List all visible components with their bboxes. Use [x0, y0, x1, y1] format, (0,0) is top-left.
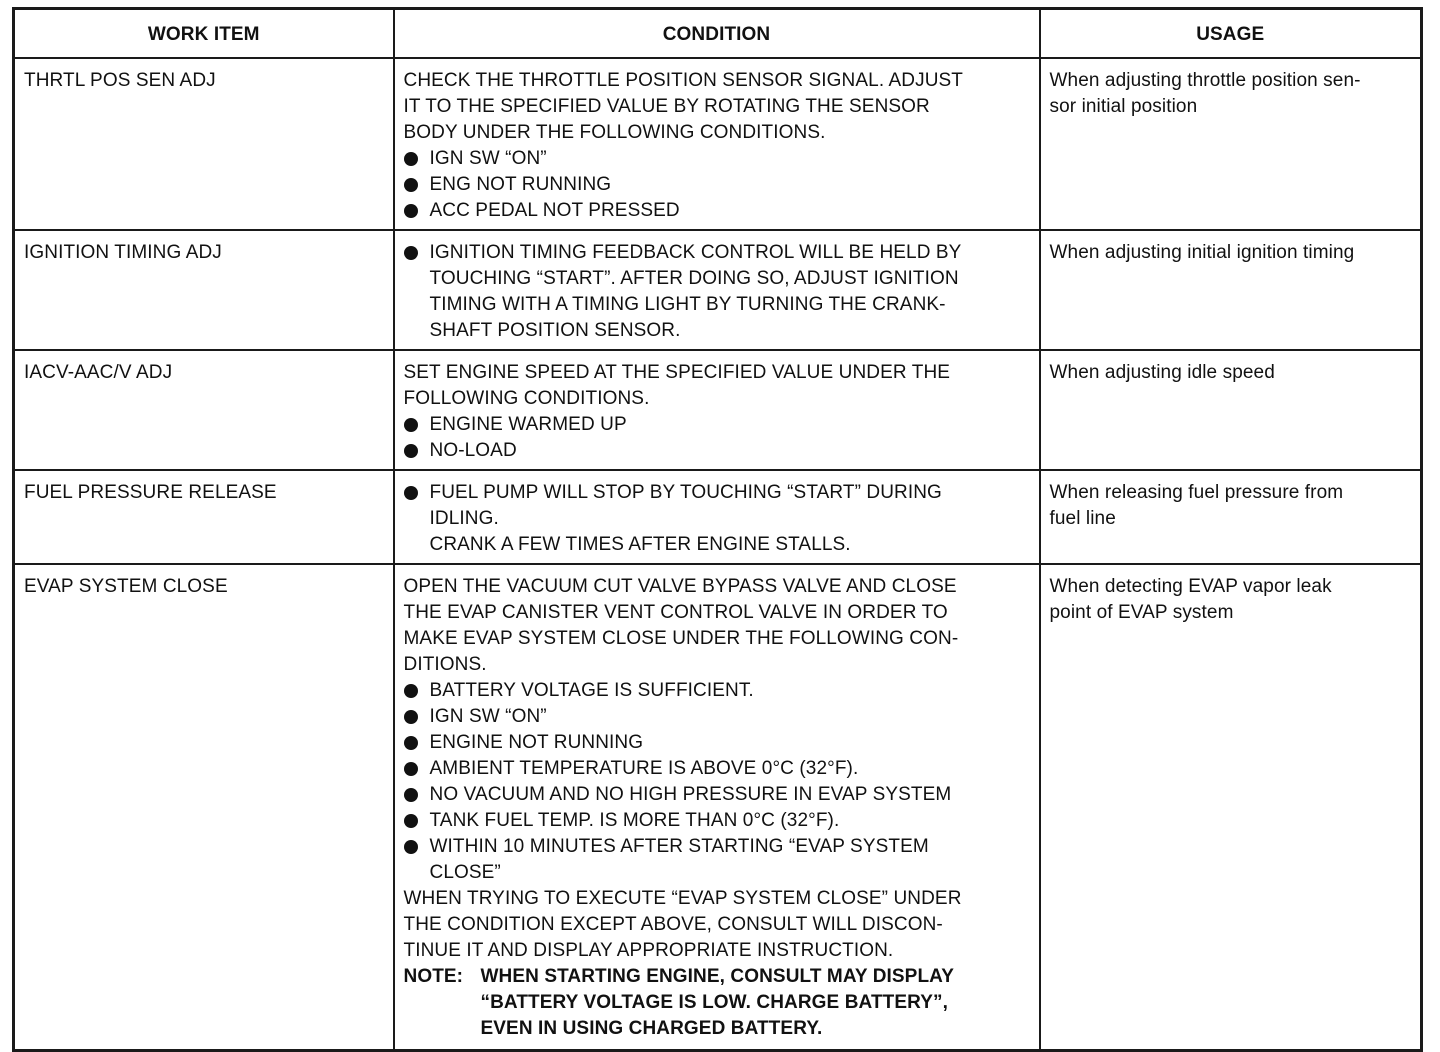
bullet-icon [404, 762, 418, 776]
usage-cell [1040, 350, 1422, 470]
note-text-line: “BATTERY VOLTAGE IS LOW. CHARGE BATTERY”, [480, 992, 948, 1013]
bullet-text-line: CRANK A FEW TIMES AFTER ENGINE STALLS. [429, 534, 851, 555]
condition-bullet-item [404, 808, 1031, 834]
bullet-icon [404, 840, 418, 854]
bullet-text-line: TANK FUEL TEMP. IS MORE THAN 0°C (32°F). [429, 810, 840, 831]
work-item-cell [14, 470, 394, 564]
condition-bullet-item [404, 146, 1031, 172]
bullet-icon [404, 710, 418, 724]
condition-cell [394, 58, 1040, 230]
usage-text-line: point of EVAP system [1049, 602, 1234, 623]
bullet-text-line: IGN SW “ON” [429, 148, 547, 169]
usage-cell [1040, 58, 1422, 230]
condition-text-line: MAKE EVAP SYSTEM CLOSE UNDER THE FOLLOWING CON- [403, 628, 959, 649]
usage-cell [1040, 564, 1422, 1050]
bullet-icon [404, 152, 418, 166]
condition-bullet-item [404, 240, 1031, 344]
usage-text-line: When adjusting idle speed [1049, 362, 1275, 383]
work-item-label: FUEL PRESSURE RELEASE [24, 482, 277, 503]
condition-bullet-item [404, 782, 1031, 808]
condition-text-line: FOLLOWING CONDITIONS. [403, 388, 650, 409]
bullet-text-line: ENGINE NOT RUNNING [429, 732, 644, 753]
usage-text-line: When releasing fuel pressure from [1049, 482, 1344, 503]
bullet-text-line: SHAFT POSITION SENSOR. [429, 320, 681, 341]
bullet-text-line: AMBIENT TEMPERATURE IS ABOVE 0°C (32°F). [429, 758, 859, 779]
table-row [14, 350, 1422, 470]
note-text-line: EVEN IN USING CHARGED BATTERY. [480, 1018, 823, 1039]
work-item-label: IGNITION TIMING ADJ [24, 242, 222, 263]
work-item-label: EVAP SYSTEM CLOSE [24, 576, 228, 597]
bullet-icon [404, 246, 418, 260]
bullet-icon [404, 444, 418, 458]
work-item-cell [14, 350, 394, 470]
condition-bullet-item [404, 412, 1031, 438]
bullet-icon [404, 178, 418, 192]
condition-text-line: DITIONS. [403, 654, 487, 675]
condition-text-line: WHEN TRYING TO EXECUTE “EVAP SYSTEM CLOSE” UNDER [403, 888, 962, 909]
bullet-icon [404, 736, 418, 750]
condition-cell [394, 470, 1040, 564]
condition-bullet-item [404, 172, 1031, 198]
note-block [404, 964, 1031, 1042]
condition-bullet-item [404, 678, 1031, 704]
bullet-text-line: NO-LOAD [429, 440, 517, 461]
bullet-icon [404, 684, 418, 698]
table-row [14, 230, 1422, 350]
condition-bullet-item [404, 834, 1031, 886]
condition-text-line: TINUE IT AND DISPLAY APPROPRIATE INSTRUCTION. [403, 940, 894, 961]
condition-bullet-item [404, 480, 1031, 558]
condition-bullet-item [404, 198, 1031, 224]
bullet-icon [404, 788, 418, 802]
bullet-text-line: IGNITION TIMING FEEDBACK CONTROL WILL BE HELD BY [429, 242, 962, 263]
condition-text-line: CHECK THE THROTTLE POSITION SENSOR SIGNAL. ADJUST [403, 70, 964, 91]
table-header-row [14, 9, 1422, 59]
bullet-text-line: BATTERY VOLTAGE IS SUFFICIENT. [429, 680, 754, 701]
condition-text-line: OPEN THE VACUUM CUT VALVE BYPASS VALVE AND CLOSE [403, 576, 957, 597]
usage-text-line: When detecting EVAP vapor leak [1049, 576, 1332, 597]
table-row [14, 564, 1422, 1050]
work-item-cell [14, 564, 394, 1050]
bullet-text-line: ACC PEDAL NOT PRESSED [429, 200, 680, 221]
bullet-icon [404, 486, 418, 500]
work-item-cell [14, 230, 394, 350]
condition-text-line: THE CONDITION EXCEPT ABOVE, CONSULT WILL DISCON- [403, 914, 943, 935]
table-row [14, 470, 1422, 564]
work-item-cell [14, 58, 394, 230]
condition-text-line: BODY UNDER THE FOLLOWING CONDITIONS. [403, 122, 826, 143]
usage-text-line: sor initial position [1049, 96, 1198, 117]
condition-bullet-item [404, 730, 1031, 756]
condition-cell [394, 564, 1040, 1050]
bullet-text-line: WITHIN 10 MINUTES AFTER STARTING “EVAP SYSTEM [429, 836, 929, 857]
bullet-text-line: NO VACUUM AND NO HIGH PRESSURE IN EVAP SYSTEM [429, 784, 952, 805]
bullet-text-line: ENGINE WARMED UP [429, 414, 627, 435]
usage-text-line: fuel line [1049, 508, 1116, 529]
bullet-text-line: CLOSE” [429, 862, 501, 883]
work-item-table [12, 7, 1423, 1052]
bullet-text-line: IDLING. [429, 508, 499, 529]
header-work-item: WORK ITEM [14, 9, 394, 59]
bullet-icon [404, 814, 418, 828]
note-text-line: WHEN STARTING ENGINE, CONSULT MAY DISPLAY [480, 966, 955, 987]
bullet-text-line: TIMING WITH A TIMING LIGHT BY TURNING THE CRANK- [429, 294, 946, 315]
condition-bullet-item [404, 704, 1031, 730]
header-condition: CONDITION [394, 9, 1040, 59]
header-usage: USAGE [1040, 9, 1422, 59]
usage-cell [1040, 230, 1422, 350]
bullet-icon [404, 204, 418, 218]
bullet-text-line: IGN SW “ON” [429, 706, 547, 727]
usage-text-line: When adjusting throttle position sen- [1049, 70, 1361, 91]
note-label: NOTE: [403, 966, 464, 987]
condition-bullet-item [404, 438, 1031, 464]
usage-cell [1040, 470, 1422, 564]
bullet-icon [404, 418, 418, 432]
table-body [14, 58, 1422, 1050]
condition-text-line: SET ENGINE SPEED AT THE SPECIFIED VALUE UNDER THE [403, 362, 951, 383]
usage-text-line: When adjusting initial ignition timing [1049, 242, 1355, 263]
condition-cell [394, 230, 1040, 350]
condition-text-line: IT TO THE SPECIFIED VALUE BY ROTATING THE SENSOR [403, 96, 930, 117]
bullet-text-line: FUEL PUMP WILL STOP BY TOUCHING “START” DURING [429, 482, 942, 503]
condition-bullet-item [404, 756, 1031, 782]
condition-cell [394, 350, 1040, 470]
table-row [14, 58, 1422, 230]
bullet-text-line: TOUCHING “START”. AFTER DOING SO, ADJUST IGNITION [429, 268, 959, 289]
bullet-text-line: ENG NOT RUNNING [429, 174, 612, 195]
work-item-label: THRTL POS SEN ADJ [24, 70, 216, 91]
work-item-label: IACV-AAC/V ADJ [24, 362, 173, 383]
condition-text-line: THE EVAP CANISTER VENT CONTROL VALVE IN ORDER TO [403, 602, 948, 623]
